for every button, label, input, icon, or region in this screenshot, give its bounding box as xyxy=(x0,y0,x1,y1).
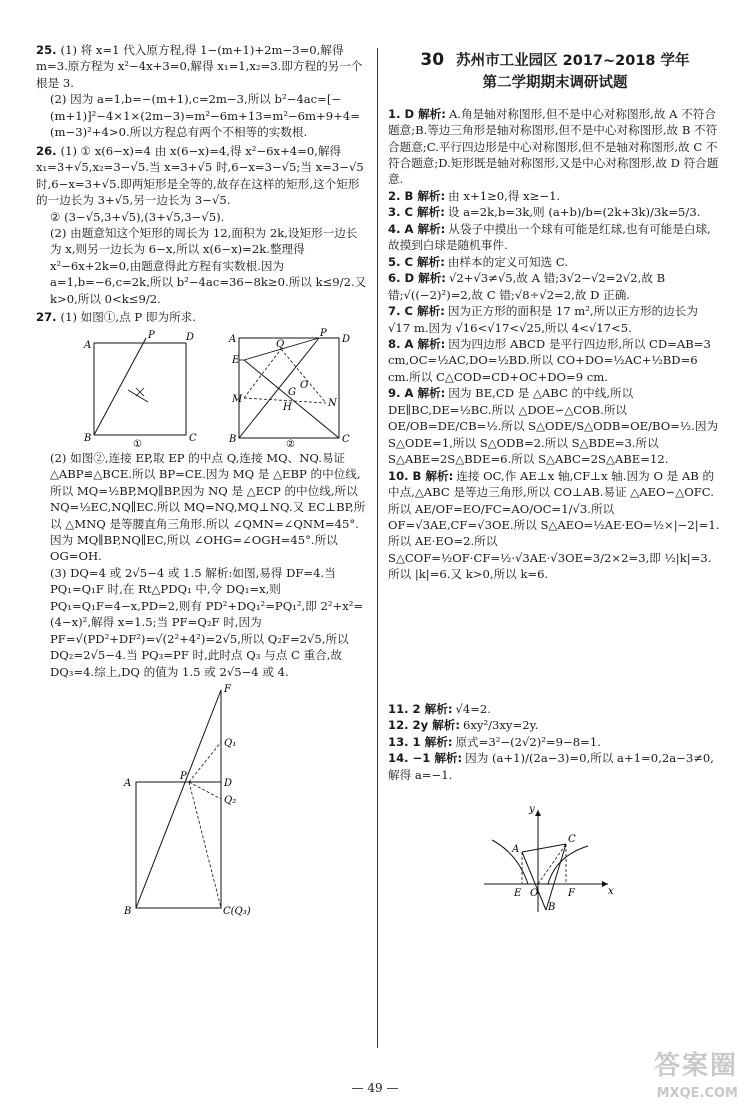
q27-part2: (2) 如图②,连接 EP,取 EP 的中点 Q,连接 MQ、NQ.易证 △ABP≌△BCE.所以 BP=CE.因为 MQ 是 △EBP 的中位线,所以 MQ=½BP,MQ∥BP.因为 NQ 是 △ECP 的中位线,所以 NQ=½EC,NQ∥EC.所以 MQ=NQ,MQ⊥NQ.又 EC⊥BP,所以 △MNQ 是等腰直角三角形.所以 ∠QMN=∠QNM=45°.因为 MQ∥BP,NQ∥EC,所以 ∠OHG=∠OGH=45°.所以 OG=OH. xyxy=(50,450,366,564)
svg-text:Q: Q xyxy=(276,338,285,350)
answer-choice: 1 xyxy=(412,734,421,749)
svg-text:P: P xyxy=(180,771,187,783)
q26-part1: (1) ① x(6−x)=4 由 x(6−x)=4,得 x²−6x+4=0,解得 x₁=3+√5,x₂=3−√5.当 x=3+√5 时,6−x=3−√5;当 x=3−√5 时,6−x=3+√5.即两矩形是全等的,故存在这样的矩形,这个矩形的一边长为 3+√5,另一边长为 3−√5. xyxy=(36,143,364,208)
answer-item xyxy=(388,188,722,204)
answer-item xyxy=(388,701,722,717)
answer-number: 11. xyxy=(388,701,409,716)
svg-text:C: C xyxy=(568,834,576,845)
svg-text:A: A xyxy=(229,333,237,345)
analysis-text: 原式=3²−(2√2)²=9−8=1. xyxy=(455,734,601,749)
answer-item xyxy=(388,717,722,733)
answer-number: 2. xyxy=(388,188,401,203)
svg-text:F: F xyxy=(568,888,575,899)
fig1-caption: ① xyxy=(133,438,142,448)
question-number: 26. xyxy=(36,143,57,158)
question-27 xyxy=(36,309,368,918)
svg-text:O: O xyxy=(530,888,539,899)
analysis-text: 由样本的定义可知选 C. xyxy=(447,254,569,269)
answer-choice: 2 xyxy=(412,701,421,716)
analysis-text: 6xy²/3xy=2y. xyxy=(463,718,539,733)
analysis-label: 解析: xyxy=(424,734,453,749)
analysis-label: 解析: xyxy=(418,271,446,286)
q27-part1: (1) 如图①,点 P 即为所求. xyxy=(60,310,196,325)
answer-choice: −1 xyxy=(412,751,431,766)
question-26 xyxy=(36,143,368,308)
q27-part3: (3) DQ=4 或 2√5−4 或 1.5 解析:如图,易得 DF=4.当 PQ₁=Q₁F 时,在 Rt△PDQ₁ 中,令 DQ₁=x,则 PQ₁=Q₁F=4−x,PD=2,则有 PD²+DQ₁²=PQ₁²,即 2²+x²=(4−x)²,解得 x=1.5;当 PF=Q₂F 时,因为 PF=√(PD²+DF²)=√(2²+4²)=2√5,所以 Q₂F=2√5,所以 DQ₂=2√5−4.当 PQ₃=PF 时,此时点 Q₃ 与点 C 重合,故 DQ₃=4.综上,DQ 的值为 1.5 或 2√5−4 或 4. xyxy=(50,565,364,679)
answer-choice: B xyxy=(412,468,422,483)
answer-item xyxy=(388,734,722,750)
answer-choice: A xyxy=(404,221,414,236)
figure-2-square xyxy=(228,328,350,448)
left-column xyxy=(36,42,368,920)
answer-item xyxy=(388,385,722,467)
answer-item xyxy=(388,303,722,336)
answer-number: 12. xyxy=(388,718,409,733)
analysis-text: 从袋子中摸出一个球有可能是红球,也有可能是白球,故摸到白球是随机事件. xyxy=(388,221,711,253)
answer-number: 9. xyxy=(388,386,401,401)
analysis-label: 解析: xyxy=(417,304,445,319)
svg-text:B: B xyxy=(84,432,92,444)
svg-text:D: D xyxy=(342,333,351,345)
svg-text:B: B xyxy=(124,906,132,918)
question-number: 27. xyxy=(36,310,57,325)
analysis-text: 连接 OC,作 AE⊥x 轴,CF⊥x 轴.因为 O 是 AB 的中点,△ABC 是等边三角形,所以 CO⊥AB.易证 △AEO∽△OFC.所以 AE/OF=EO/FC=AO/OC=1/√3.所以 OF=√3AE,CF=√3OE.所以 S△AEO=½AE·EO=½×|−2|=1.所以 AE·EO=2.所以 S△COF=½OF·CF=½·√3AE·√3OE=3/2×2=3,即 ½|k|=3.所以 |k|=6.又 k>0,所以 k=6. xyxy=(388,468,720,582)
right-column xyxy=(388,42,722,913)
answer-choice: C xyxy=(404,304,413,319)
analysis-label: 解析: xyxy=(417,188,446,203)
answer-item xyxy=(388,270,722,303)
analysis-text: 因为 (a+1)/(2a−3)=0,所以 a+1=0,2a−3≠0,解得 a=−1. xyxy=(388,751,714,782)
answer-item xyxy=(388,336,722,385)
analysis-label: 解析: xyxy=(417,254,445,269)
svg-text:y: y xyxy=(529,804,535,815)
svg-text:O: O xyxy=(300,379,309,391)
question-25 xyxy=(36,42,368,141)
svg-text:H: H xyxy=(283,401,292,413)
analysis-text: √4=2. xyxy=(455,701,491,716)
answer-number: 13. xyxy=(388,734,409,749)
analysis-text: A.角是轴对称图形,但不是中心对称图形,故 A 不符合题意;B.等边三角形是轴对称图形,但不是中心对称图形,故 B 不符合题意;C.平行四边形是中心对称图形,但不是轴对称图形,故 C 不符合题意;D.矩形既是轴对称图形,又是中心对称图形,故 D 符合题意. xyxy=(388,106,719,187)
answer-number: 1. xyxy=(388,106,401,121)
exam-title xyxy=(388,48,722,94)
svg-text:N: N xyxy=(328,397,337,409)
analysis-label: 解析: xyxy=(417,205,445,220)
watermark-text-bottom: MXQE.COM xyxy=(656,1085,738,1101)
column-divider xyxy=(377,48,378,1048)
answer-item xyxy=(388,204,722,220)
exam-number: 30 xyxy=(420,50,445,70)
svg-text:B: B xyxy=(229,433,237,445)
svg-text:C(Q₃): C(Q₃) xyxy=(223,906,251,918)
answer-choice: C xyxy=(404,205,413,220)
analysis-text: 因为正方形的面积是 17 m²,所以正方形的边长为 √17 m.因为 √16<√17<√25,所以 4<√17<5. xyxy=(388,304,698,335)
q26-part3: (2) 由题意知这个矩形的周长为 12,面积为 2k,设矩形一边长为 x,则另一边长为 6−x,所以 x(6−x)=2k.整理得 x²−6x+2k=0,由题意得此方程有实数根.因为 a=1,b=−6,c=2k,所以 b²−4ac=36−8k≥0.所以 k≤9/2.又 k>0,所以 0<k≤9/2. xyxy=(50,225,367,306)
analysis-label: 解析: xyxy=(434,751,463,766)
q25-part2: (2) 因为 a=1,b=−(m+1),c=2m−3,所以 b²−4ac=[−(m+1)]²−4×1×(2m−3)=m²−6m+13=m²−6m+9+4=(m−3)²+4>0.所以方程总有两个不相等的实数根. xyxy=(50,92,360,140)
q10-coordinate-figure xyxy=(388,804,722,914)
answer-number: 14. xyxy=(388,751,409,766)
watermark-logo xyxy=(654,1048,738,1103)
q27-figure-3 xyxy=(36,682,368,918)
svg-text:A: A xyxy=(84,339,92,351)
analysis-text: 因为 BE,CD 是 △ABC 的中线,所以 DE∥BC,DE=½BC.所以 △DOE∽△COB.所以 OE/OB=DE/CB=½.所以 S△ODE/S△ODB=OE/BO=½.因为 S△ODE=1,所以 S△ODB=2.所以 S△BDE=3.所以 S△ABE=2S△BDE=6.所以 S△ABC=2S△ABE=12. xyxy=(388,386,719,467)
svg-text:M: M xyxy=(232,393,243,405)
answer-choice: A xyxy=(404,337,414,351)
svg-text:A: A xyxy=(512,844,520,855)
watermark-text-top: 答案圈 xyxy=(653,1050,738,1081)
q26-part2: ② (3−√5,3+√5),(3+√5,3−√5). xyxy=(50,209,225,224)
answer-number: 6. xyxy=(388,271,401,286)
analysis-text: 由 x+1≥0,得 x≥−1. xyxy=(448,188,561,203)
svg-text:E: E xyxy=(514,888,522,899)
answer-item xyxy=(388,750,722,783)
answer-number: 7. xyxy=(388,304,401,319)
analysis-label: 解析: xyxy=(418,106,446,121)
svg-text:B: B xyxy=(548,902,556,913)
analysis-label: 解析: xyxy=(417,386,446,401)
svg-text:F: F xyxy=(224,684,231,696)
analysis-text: √2+√3≠√5,故 A 错;3√2−√2=2√2,故 B 错;√((−2)²)=2,故 C 错;√8÷√2=2,故 D 正确. xyxy=(388,271,666,302)
fig2-caption: ② xyxy=(286,438,295,448)
answer-list xyxy=(388,106,722,783)
analysis-text: 设 a=2k,b=3k,则 (a+b)/b=(2k+3k)/3k=5/3. xyxy=(447,205,701,220)
answer-number: 10. xyxy=(388,468,409,483)
analysis-label: 解析: xyxy=(432,718,460,733)
answer-item xyxy=(388,106,722,188)
analysis-text: 因为四边形 ABCD 是平行四边形,所以 CD=AB=3 cm,OC=½AC,DO=½BD.所以 CO+DO=½AC+½BD=6 cm.所以 C△COD=CD+OC+DO=9 cm. xyxy=(388,337,711,384)
answer-number: 3. xyxy=(388,205,401,220)
answer-item xyxy=(388,221,722,254)
svg-text:E: E xyxy=(232,354,240,366)
svg-text:D: D xyxy=(224,778,233,790)
answer-choice: A xyxy=(404,386,414,401)
svg-text:Q₁: Q₁ xyxy=(224,738,237,750)
answer-number: 5. xyxy=(388,254,401,269)
q27-figures-1-2 xyxy=(36,328,368,448)
exam-title-line2: 第二学期期末调研试题 xyxy=(482,74,628,91)
svg-text:x: x xyxy=(608,886,614,897)
svg-text:G: G xyxy=(288,386,296,398)
svg-text:P: P xyxy=(320,327,327,339)
analysis-label: 解析: xyxy=(425,468,454,483)
answer-choice: C xyxy=(404,254,413,269)
q25-part1: (1) 将 x=1 代入原方程,得 1−(m+1)+2m−3=0,解得 m=3.原方程为 x²−4x+3=0,解得 x₁=1,x₂=3.即方程的另一个根是 3. xyxy=(36,43,363,90)
answer-choice: D xyxy=(404,271,415,286)
svg-text:C: C xyxy=(189,432,197,444)
figure-1-square xyxy=(83,330,197,448)
analysis-label: 解析: xyxy=(424,701,453,716)
answer-choice: D xyxy=(404,106,415,121)
analysis-label: 解析: xyxy=(417,337,446,351)
svg-text:P: P xyxy=(148,329,155,341)
svg-text:A: A xyxy=(124,778,132,790)
answer-item xyxy=(388,468,722,583)
svg-text:D: D xyxy=(186,331,195,343)
exam-title-line1: 苏州市工业园区 2017~2018 学年 xyxy=(456,53,690,69)
answer-item xyxy=(388,254,722,270)
answer-choice: B xyxy=(404,188,414,203)
page-number: — 49 — xyxy=(351,1081,399,1095)
answer-number: 8. xyxy=(388,337,401,351)
answer-number: 4. xyxy=(388,221,401,236)
question-number: 25. xyxy=(36,43,57,57)
analysis-label: 解析: xyxy=(417,221,446,236)
svg-text:Q₂: Q₂ xyxy=(224,795,237,807)
answer-choice: 2y xyxy=(412,718,429,733)
svg-text:C: C xyxy=(342,433,350,445)
